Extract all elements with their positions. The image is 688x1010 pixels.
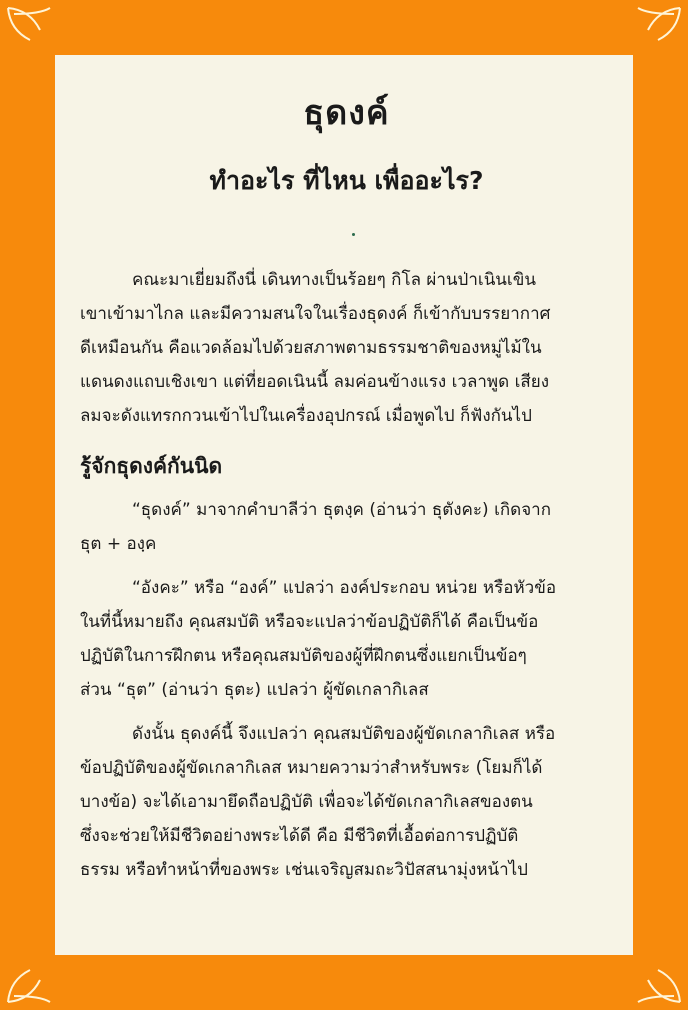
intro-paragraph (80, 263, 613, 433)
p3-line: บางข้อ) จะได้เอามายึดถือปฏิบัติ เพื่อจะได้ขัดเกลากิเลสของตน (80, 792, 533, 812)
p3-line: ดังนั้น ธุดงค์นี้ จึงแปลว่า คุณสมบัติของผู้ขัดเกลากิเลส หรือ (132, 724, 556, 744)
p3-line: ธรรม หรือทำหน้าที่ของพระ เช่นเจริญสมถะวิปัสสนามุ่งหน้าไป (80, 860, 528, 880)
p2-line: ในที่นี้หมายถึง คุณสมบัติ หรือจะแปลว่าข้อปฏิบัติก็ได้ คือเป็นข้อ (80, 612, 539, 632)
p2-line: ส่วน “ธุต” (อ่านว่า ธุตะ) แปลว่า ผู้ขัดเกลากิเลส (80, 680, 429, 700)
paragraph-3 (80, 717, 613, 887)
section-heading: รู้จักธุดงค์กันนิด (80, 454, 223, 478)
p2-line: ปฏิบัติในการฝึกตน หรือคุณสมบัติของผู้ที่ฝึกตนซึ่งแยกเป็นข้อๆ (80, 646, 527, 666)
p3-line: ข้อปฏิบัติของผู้ขัดเกลากิเลส หมายความว่าสำหรับพระ (โยมก็ได้ (80, 758, 543, 778)
page-title: ธุดงค์ (303, 93, 390, 133)
page-subtitle: ทำอะไร ที่ไหน เพื่ออะไร? (209, 166, 484, 195)
intro-line: คณะมาเยี่ยมถึงนี่ เดินทางเป็นร้อยๆ กิโล ผ่านป่าเนินเขิน (132, 270, 536, 290)
document-page (55, 55, 633, 955)
intro-line: เขาเข้ามาไกล และมีความสนใจในเรื่องธุดงค์ ก็เข้ากับบรรยากาศ (80, 304, 551, 324)
paragraph-1 (80, 493, 613, 561)
paragraph-2 (80, 571, 613, 707)
p2-line: “อังคะ” หรือ “องค์” แปลว่า องค์ประกอบ หน่วย หรือหัวข้อ (132, 578, 557, 598)
intro-line: แดนดงแถบเชิงเขา แต่ที่ยอดเนินนี้ ลมค่อนข้างแรง เวลาพูด เสียง (80, 372, 550, 392)
intro-line: ดีเหมือนกัน คือแวดล้อมไปด้วยสภาพตามธรรมชาติของหมู่ไม้ใน (80, 338, 542, 358)
p3-line: ซึ่งจะช่วยให้มีชีวิตอย่างพระได้ดี คือ มีชีวิตที่เอื้อต่อการปฏิบัติ (80, 826, 519, 846)
intro-line: ลมจะดังแทรกกวนเข้าไปในเครื่องอุปกรณ์ เมื่อพูดไป ก็ฟังกันไป (80, 406, 532, 426)
p1-line: “ธุดงค์” มาจากคำบาลีว่า ธุตงฺค (อ่านว่า ธุตังคะ) เกิดจาก (132, 500, 552, 520)
dot-mark (352, 233, 355, 236)
p1-line: ธุต + องฺค (80, 534, 157, 554)
